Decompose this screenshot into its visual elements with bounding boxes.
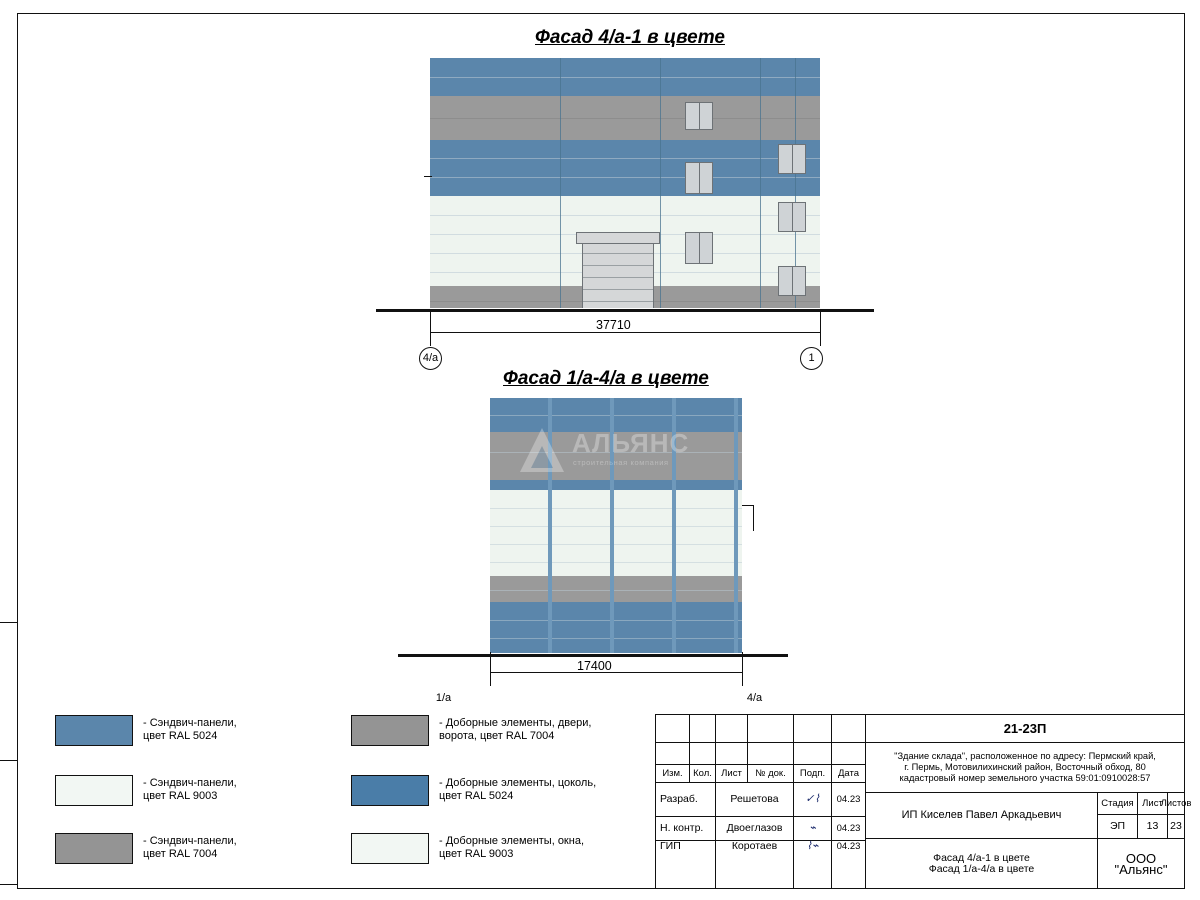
stamp-empty-cell: [656, 715, 690, 743]
stamp-name-nkontr: Двоеглазов: [716, 817, 794, 841]
stamp-col-kol: Кол.: [690, 765, 716, 783]
dimension-line-1: [430, 332, 820, 333]
stamp-meta-sheets-value: 23: [1168, 815, 1184, 839]
company-watermark: [520, 424, 710, 478]
legend-label-line1: - Сэндвич-панели,: [143, 717, 237, 729]
object-line-2: г. Пермь, Мотовилихинский район, Восточный обход, 80: [904, 762, 1146, 772]
legend-swatch: [351, 775, 429, 806]
legend-swatch: [351, 715, 429, 746]
stamp-name-gip: Коротаев: [716, 841, 794, 888]
figure2-title: Фасад 1/а-4/а в цвете: [503, 368, 709, 389]
stamp-date-nkontr: 04.23: [832, 817, 866, 841]
stamp-empty-cell: [832, 715, 866, 743]
axis-label-right-1: 1: [800, 347, 823, 370]
stamp-empty-cell: [794, 715, 832, 743]
ground-line-2: [398, 654, 788, 657]
leader-notch: [424, 176, 432, 177]
stamp-empty-cell: [716, 715, 748, 743]
stamp-date-razrab: 04.23: [832, 783, 866, 817]
panel-band-blue: [490, 480, 742, 490]
facade-elevation-1: [430, 58, 820, 308]
sheet-title-line-1: Фасад 4/а-1 в цвете: [933, 851, 1030, 864]
legend-swatch: [55, 715, 133, 746]
title-block: [655, 714, 1192, 889]
leader-notch: [753, 505, 754, 531]
watermark-subtitle: строительная компания: [573, 458, 669, 467]
legend-label-line1: - Сэндвич-панели,: [143, 777, 237, 789]
window: [685, 162, 713, 194]
stamp-date-gip: 04.23: [832, 841, 866, 888]
stamp-empty-cell: [716, 743, 748, 765]
legend-label-line2: цвет RAL 5024: [439, 790, 514, 802]
sheet-edge-mark: [0, 884, 17, 885]
stamp-empty-cell: [748, 743, 794, 765]
axis-label-right-2: 4/а: [744, 688, 765, 709]
legend-label-line2: цвет RAL 5024: [143, 730, 218, 742]
legend-swatch: [55, 775, 133, 806]
legend-label-line1: - Доборные элементы, двери,: [439, 717, 592, 729]
object-line-3: кадастровый номер земельного участка 59:01:0910028:57: [899, 773, 1151, 783]
panel-band-blue: [490, 602, 742, 653]
stamp-meta-sheets-header: Листов: [1168, 793, 1184, 815]
stamp-meta-stage-value: ЭП: [1098, 815, 1138, 839]
dimension-tick: [490, 652, 491, 686]
stamp-role-razrab: Разраб.: [656, 783, 716, 817]
stamp-col-podp: Подп.: [794, 765, 832, 783]
panel-band-grey: [490, 576, 742, 602]
window: [778, 266, 806, 296]
company-name: ООО "Альянс": [1114, 850, 1168, 877]
customer-name: ИП Киселев Павел Аркадьевич: [866, 793, 1098, 839]
stamp-empty-cell: [832, 743, 866, 765]
panel-band-blue: [430, 140, 820, 196]
legend-label-line1: - Доборные элементы, цоколь,: [439, 777, 597, 789]
dimension-tick: [742, 652, 743, 686]
dimension-value-2: 17400: [577, 659, 612, 673]
dimension-tick: [820, 312, 821, 346]
legend-label-line2: цвет RAL 9003: [439, 848, 514, 860]
legend-label-line1: - Доборные элементы, окна,: [439, 835, 584, 847]
stamp-col-doc: № док.: [748, 765, 794, 783]
sheet-edge-mark: [0, 622, 17, 623]
object-description: [866, 743, 1184, 793]
axis-label-left-1: 4/а: [419, 347, 442, 370]
stamp-empty-cell: [690, 715, 716, 743]
project-code: 21-23П: [866, 715, 1184, 743]
stamp-col-list: Лист: [716, 765, 748, 783]
dimension-line-2: [490, 672, 742, 673]
signature-gip: ⌇⌁: [794, 841, 832, 888]
window: [778, 202, 806, 232]
legend-swatch: [55, 833, 133, 864]
window: [778, 144, 806, 174]
window: [685, 102, 713, 130]
object-line-1: "Здание склада", расположенное по адресу: Пермский край,: [894, 751, 1156, 761]
gate-door: [582, 240, 654, 308]
stamp-meta-sheet-header: Лист: [1138, 793, 1168, 815]
signature-razrab: ✓⌇: [794, 783, 832, 817]
watermark-name: АЛЬЯНС: [572, 428, 690, 458]
signature-nkontr: ⌁: [794, 817, 832, 841]
stamp-empty-cell: [748, 715, 794, 743]
stamp-meta-stage-header: Стадия: [1098, 793, 1138, 815]
stamp-meta-sheet-value: 13: [1138, 815, 1168, 839]
gate-header: [576, 232, 660, 244]
stamp-name-razrab: Решетова: [716, 783, 794, 817]
stamp-empty-cell: [690, 743, 716, 765]
window: [685, 232, 713, 264]
stamp-role-nkontr: Н. контр.: [656, 817, 716, 841]
dimension-tick: [430, 312, 431, 346]
sheet-title-line-2: Фасад 1/а-4/а в цвете: [928, 862, 1035, 875]
stamp-role-gip: ГИП: [656, 841, 716, 888]
stamp-col-izm: Изм.: [656, 765, 690, 783]
sheet-title: [866, 839, 1098, 888]
legend-swatch: [351, 833, 429, 864]
legend-label-line2: цвет RAL 7004: [143, 848, 218, 860]
stamp-empty-cell: [794, 743, 832, 765]
legend-label-line1: - Сэндвич-панели,: [143, 835, 237, 847]
stamp-empty-cell: [656, 743, 690, 765]
ground-line-1: [376, 309, 874, 312]
panel-band-white: [490, 490, 742, 576]
legend-label-line2: ворота, цвет RAL 7004: [439, 730, 555, 742]
stamp-col-data: Дата: [832, 765, 866, 783]
legend-label-line2: цвет RAL 9003: [143, 790, 218, 802]
figure1-title: Фасад 4/а-1 в цвете: [535, 27, 725, 48]
axis-label-left-2: 1/а: [433, 688, 454, 709]
dimension-value-1: 37710: [596, 318, 631, 332]
sheet-edge-mark: [0, 760, 17, 761]
